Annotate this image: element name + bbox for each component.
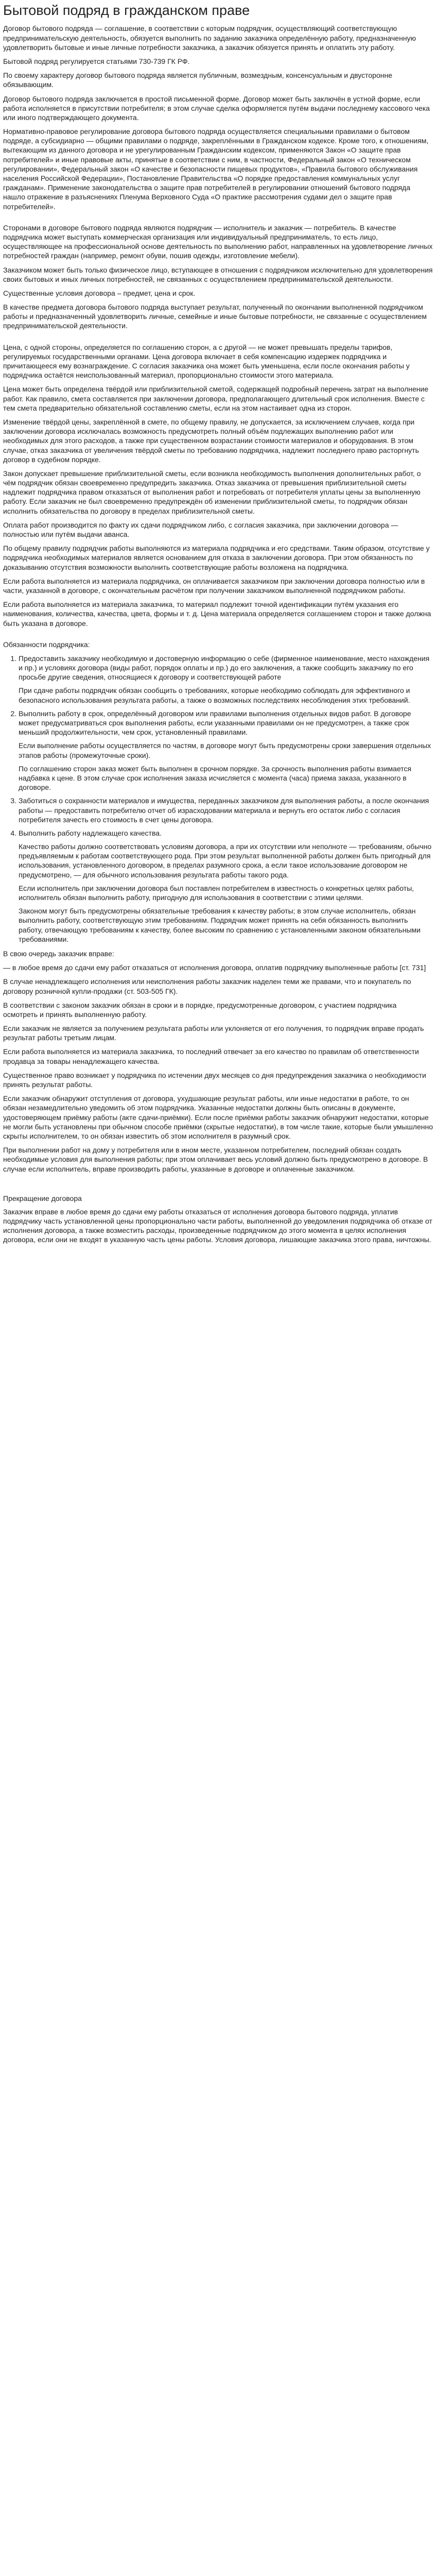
- customer-paragraph: Если заказчик обнаружит отступления от договора, ухудшающие результат работы, или иные недостатки в работе, то он обязан незамедлительно уведомить об этом подрядчика. Указанные недостатки должны быть описаны в документе, удостоверяющем приёмку работы (акте сдачи-приёмки). Если после приёмки работы заказчик обнаружит недостатки, которые не могли быть установлены при обычном способе приёмки (скрытые недостатки), в том числе такие, которые были умышленно скрыты исполнителем, то он обязан известить об этом исполнителя в разумный срок.: [3, 1094, 433, 1140]
- customer-paragraph: При выполнении работ на дому у потребителя или в ином месте, указанном потребителем, последний обязан создать необходимые условия для выполнения работы; при этом оплачивает весь условий должно быть предусмотрено в договоре. В случае если исполнитель, вправе производить работы, указанные в договоре и оплаченные заказчиком.: [3, 1146, 428, 1173]
- intro-paragraph: Нормативно-правовое регулирование договора бытового подряда осуществляется специальными правилами о бытовом подряде, а субсидиарно — общими правилами о подряде, закреплёнными в Гражданском кодексе. Кроме того, к отношениям, вытекающим из данного договора и не урегулированным Гражданским кодексом, применяются Закон «О защите прав потребителей» и иные правовые акты, принятые в соответствии с ним, в частности, Федеральный закон «О техническом регулировании», Федеральный закон «О качестве и безопасности пищевых продуктов», «Правила бытового обслуживания населения Российской Федерации», Постановление Правительства «О порядке предоставления коммунальных услуг гражданам». Применение законодательства о защите прав потребителей в регулировании отношений бытового подряда нашло отражение в разъяснениях Пленума Верховного Суда «О практике рассмотрения судами дел о защите прав потребителей».: [3, 127, 429, 211]
- section-gap: [3, 216, 433, 223]
- termination-paragraph: Заказчик вправе в любое время до сдачи ему работы отказаться от исполнения договора бытового подряда, уплатив подрядчику часть установленной цены пропорционально части работы, выполненной до уведомления подрядчика об отказе от исполнения договора, а также возместить расходы, произведенные подрядчиком до этого момента в целях исполнения договора, если они не входят в указанную часть цены работы. Условия договора, лишающие заказчика этого права, ничтожны.: [3, 1207, 432, 1244]
- parties-section: [3, 223, 433, 331]
- price-paragraph: Закон допускает превышение приблизительной сметы, если возникла необходимость выполнения дополнительных работ, о чём подрядчик обязан своевременно предупредить заказчика. Отказ заказчика от превышения приблизительной сметы надлежит подрядчика правом отказаться от выполнения работ и потребовать от потребителя уплаты цены за выполненную работу. Если заказчик не был своевременно предупреждён об изменении приблизительной сметы, то подрядчик обязан исполнить обязательства по договору в пределах приблизительной сметы.: [3, 469, 421, 515]
- duties-section: [3, 640, 433, 944]
- duty-paragraph: Качество работы должно соответствовать условиям договора, а при их отсутствии или неполноте — требованиям, обычно предъявляемым к работам соответствующего рода. При этом результат выполненной работы должен быть пригодный для использования, установленного договором, в пределах разумного срока, а если такое использование договором не предусмотрено, — для обычного использования результата работы такого рода.: [19, 842, 432, 879]
- termination-section: [3, 1194, 433, 1245]
- duty-paragraph: Если выполнение работы осуществляется по частям, в договоре могут быть предусмотрены сроки завершения отдельных этапов работы (промежуточные сроки).: [19, 741, 431, 759]
- duty-item: [19, 796, 433, 824]
- duty-paragraph: 1. Предоставить заказчику необходимую и достоверную информацию о себе (фирменное наименование, место нахождения и пр.) и условиях договора (виды работ, порядок оплаты и пр.) до его заключения, а также сообщить заказчику по его просьбе другие сведения, относящиеся к договору и соответствующей работе: [19, 654, 430, 682]
- termination-heading: Прекращение договора: [3, 1194, 82, 1202]
- article-page: [0, 0, 436, 1255]
- parties-paragraph: Заказчиком может быть только физическое лицо, вступающее в отношения с подрядчиком исключительно для удовлетворения своих бытовых и иных личных потребностей, не связанных с осуществлением предпринимательской деятельности.: [3, 265, 433, 283]
- customer-paragraph: Если заказчик не является за получением результата работы или уклоняется от его получения, то подрядчик вправе продать результат работы третьим лицам.: [3, 1024, 424, 1042]
- customer-paragraph: В свою очередь заказчик вправе:: [3, 949, 114, 958]
- parties-paragraph: Существенные условия договора – предмет, цена и срок.: [3, 289, 196, 297]
- price-paragraph: Если работа выполняется из материала заказчика, то материал подлежит точной идентификации путём указания его наименования, количества, качества, цвета, формы и т. д. Цена материала определяется соглашением сторон и также должна быть указана в договоре.: [3, 600, 431, 628]
- duty-paragraph: По соглашению сторон заказ может быть выполнен в срочном порядке. За срочность выполнения работы взимается надбавка к цене. В этом случае срок исполнения заказа исчисляется с момента (часа) приема заказа, указанного в договоре.: [19, 764, 412, 792]
- duty-item: [19, 709, 433, 792]
- article-title: Бытовой подряд в гражданском праве: [3, 3, 250, 18]
- duty-item: [19, 828, 433, 944]
- duty-paragraph: 3. Заботиться о сохранности материалов и имущества, переданных заказчиком для выполнения работы, а после окончания работы — предоставить потребителю отчет об израсходовании материала и вернуть его остаток либо с согласия потребителя зачесть его стоимость в счет цены договора.: [19, 796, 429, 824]
- section-gap: [3, 335, 433, 343]
- duties-heading: Обязанности подрядчика:: [3, 640, 90, 649]
- price-paragraph: Цена может быть определена твёрдой или приблизительной сметой, содержащей подробный перечень затрат на выполнение работ. Как правило, смета составляется при заключении договора, предполагающего длительный срок исполнения. Вместе с тем смета предварительно обязательной составлению сметы, если на этом настаивает одна из сторон.: [3, 385, 429, 412]
- section-gap: [3, 633, 433, 640]
- customer-paragraph: Если работа выполняется из материала заказчика, то последний отвечает за его качество по правилам об ответственности продавца за товары ненадлежащего качества.: [3, 1047, 419, 1065]
- price-paragraph: Цена, с одной стороны, определяется по соглашению сторон, а с другой — не может превышать пределы тарифов, регулируемых государственными органами. Цена договора включает в себя компенсацию издержек подрядчика и причитающееся ему вознаграждение. С согласия заказчика она может быть уменьшена, если после окончания работы у подрядчика остаётся неиспользованный материал, пропорционально стоимости этого материала.: [3, 343, 410, 380]
- customer-paragraph: В случае ненадлежащего исполнения или неисполнения работы заказчик наделен теми же правами, что и покупатель по договору розничной купли-продажи (ст. 503-505 ГК).: [3, 977, 411, 995]
- parties-paragraph: В качестве предмета договора бытового подряда выступает результат, полученный по окончании выполненной подрядчиком работы и предназначенный удовлетворить личные, семейные и иные бытовые потребности, не связанные с осуществлением предпринимательской деятельности.: [3, 303, 427, 330]
- intro-section: [3, 24, 433, 211]
- price-section: [3, 343, 433, 628]
- duty-paragraph: 2. Выполнить работу в срок, определённый договором или правилами выполнения отдельных видов работ. В договоре может предусматриваться срок выполнения работы, если указанными правилами он не предусмотрен, а также срок меньший продолжительности, чем срок, установленный правилами.: [19, 709, 411, 737]
- duty-paragraph: Законом могут быть предусмотрены обязательные требования к качеству работы; в этом случае исполнитель, обязан выполнить работу, соответствующую этим требованиям. Подрядчик может принять на себя обязанность выполнить работу, отвечающую требованиям к качеству, более высоким по сравнению с установленными законом обязательными требованиями.: [19, 907, 421, 943]
- duty-paragraph: 4. Выполнить работу надлежащего качества.: [19, 828, 162, 837]
- parties-paragraph: Сторонами в договоре бытового подряда являются подрядчик — исполнитель и заказчик — потребитель. В качестве подрядчика может выступать коммерческая организация или индивидуальный предприниматель, то есть лицо, осуществляющее на профессиональной основе деятельность по выполнению работ, направленных на удовлетворение личных потребностей граждан (например, ремонт обуви, пошив одежды, изготовление мебели).: [3, 223, 433, 260]
- price-paragraph: Изменение твёрдой цены, закреплённой в смете, по общему правилу, не допускается, за исключением случаев, когда при заключении договора исключалась возможность предусмотреть полный объём подлежащих выполнению работ или необходимых для этого расходов, а также при существенном возрастании стоимости материалов и оборудования. В этом случае, отказ заказчика от увеличения твёрдой сметы по требованию подрядчика, надлежит последнего право расторгнуть договор в судебном порядке.: [3, 417, 419, 464]
- intro-paragraph: По своему характеру договор бытового подряда является публичным, возмездным, консенсуальным и двусторонне обязывающим.: [3, 71, 392, 89]
- customer-paragraph: Существенное право возникает у подрядчика по истечении двух месяцев со дня предупреждения заказчика о необходимости принять результат работы.: [3, 1071, 426, 1089]
- duty-paragraph: Если исполнитель при заключении договора был поставлен потребителем в известность о конкретных целях работы, исполнитель обязан выполнить работу, пригодную для использования в соответствии с этими целями.: [19, 884, 414, 902]
- customer-section: [3, 949, 433, 1174]
- price-paragraph: Если работа выполняется из материала подрядчика, он оплачивается заказчиком при заключении договора полностью или в части, указанной в договоре, с окончательным расчётом при получении заказчиком выполненной подрядчиком работы.: [3, 577, 425, 595]
- customer-paragraph: В соответствии с законом заказчик обязан в сроки и в порядке, предусмотренные договором, с участием подрядчика осмотреть и принять выполненную работу.: [3, 1001, 397, 1019]
- duty-item: [19, 654, 433, 705]
- intro-paragraph: Бытовой подряд регулируется статьями 730-739 ГК РФ.: [3, 57, 190, 65]
- duty-paragraph: При сдаче работы подрядчик обязан сообщить о требованиях, которые необходимо соблюдать для эффективного и безопасного использования результата работы, а также о возможных последствиях несоблюдения этих требований.: [19, 686, 410, 704]
- intro-paragraph: Договор бытового подряда заключается в простой письменной форме. Договор может быть заключён в устной форме, если работа исполняется в присутствии потребителя; в этом случае сделка оформляется путём выдачи последнему кассового чека или иного подтверждающего документа.: [3, 94, 430, 122]
- section-gap: [3, 1178, 433, 1185]
- customer-paragraph: — в любое время до сдачи ему работ отказаться от исполнения договора, оплатив подрядчику выполненные работы [ст. 731]: [3, 963, 426, 972]
- intro-paragraph: Договор бытового подряда — соглашение, в соответствии с которым подрядчик, осуществляющий соответствующую предпринимательскую деятельность, обязуется выполнить по заданию заказчика определённую работу, предназначенную удовлетворить бытовые и иные личные потребности заказчика, а заказчик обязуется принять и оплатить эту работу.: [3, 24, 416, 52]
- price-paragraph: По общему правилу подрядчик работы выполняются из материала подрядчика и его средствами. Таким образом, отсутствие у подрядчика необходимых материалов является основанием для отказа в заключении договора. При этом обязанность по доказыванию отсутствия возможности выполнить соответствующие работы возложена на подрядчика.: [3, 544, 430, 571]
- price-paragraph: Оплата работ производится по факту их сдачи подрядчиком либо, с согласия заказчика, при заключении договора — полностью или путём выдачи аванса.: [3, 520, 398, 539]
- duties-list: [3, 654, 433, 944]
